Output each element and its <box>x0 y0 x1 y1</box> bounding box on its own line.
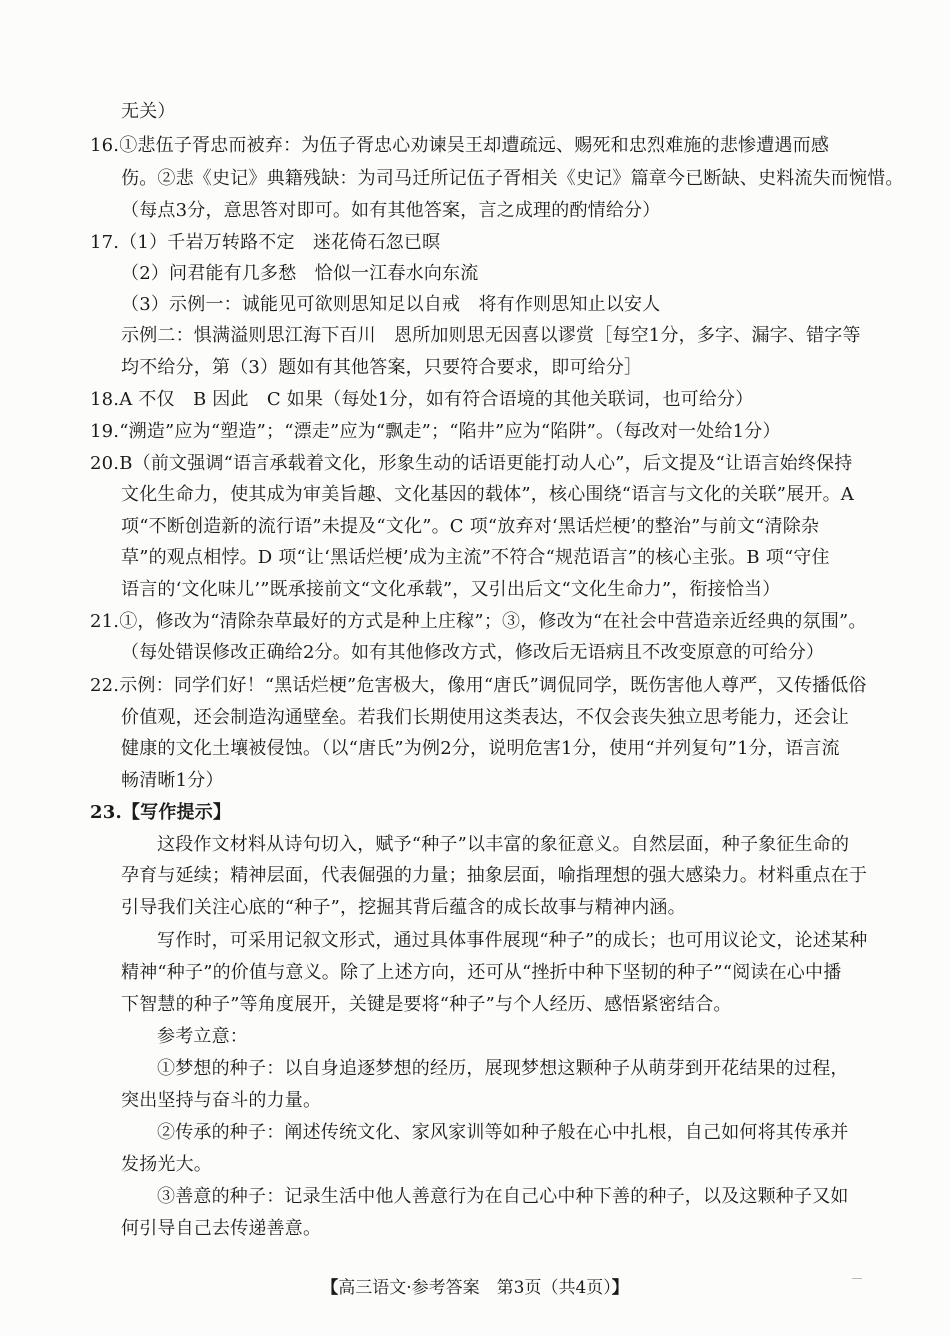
text-line: 项“不断创造新的流行语”未提及“文化”。C 项“放弃对‘黑话烂梗’的整治”与前文“清除杂 <box>121 516 820 537</box>
text-line: 参考立意： <box>157 1026 248 1047</box>
text-line: 孕育与延续；精神层面，代表倔强的力量；抽象层面，喻指理想的强大感染力。材料重点在于 <box>121 865 868 886</box>
page-footer <box>0 1276 950 1300</box>
answer-18: 18.A 不仅 B 因此 C 如果（每处1分，如有符合语境的其他关联词，也可给分） <box>90 389 754 410</box>
text-line: 示例二：惧满溢则思江海下百川 恩所加则思无因喜以谬赏［每空1分，多字、漏字、错字等 <box>121 325 861 346</box>
text-line: 畅清晰1分） <box>121 770 224 791</box>
text-line: 下智慧的种子”等角度展开，关键是要将“种子”与个人经历、感悟紧密结合。 <box>121 994 732 1015</box>
answer-21: 21.①，修改为“清除杂草最好的方式是种上庄稼”；③，修改为“在社会中营造亲近经典的氛围”。 <box>90 611 867 632</box>
text-line: 价值观，还会制造沟通壁垒。若我们长期使用这类表达，不仅会丧失独立思考能力，还会让 <box>121 707 849 728</box>
text-line: 精神“种子”的价值与意义。除了上述方向，还可从“挫折中种下坚韧的种子”“阅读在心中播 <box>121 962 842 983</box>
footer-bracket-close: 】 <box>611 1278 629 1298</box>
text-line: 均不给分，第（3）题如有其他答案，只要符合要求，即可给分］ <box>121 357 643 378</box>
answer-23-heading: 23.【写作提示】 <box>90 802 232 823</box>
text-line: 草”的观点相悖。D 项“让‘黑话烂梗’成为主流”不符合“规范语言”的核心主张。B 项“守住 <box>121 547 830 568</box>
text-line: 引导我们关注心底的“种子”，挖掘其背后蕴含的成长故事与精神内涵。 <box>121 897 686 918</box>
answer-16: 16.①悲伍子胥忠而被弃：为伍子胥忠心劝谏吴王却遭疏远、赐死和忠烈难施的悲惨遭遇而感 <box>90 135 830 156</box>
text-line: 写作时，可采用记叙文形式，通过具体事件展现“种子”的成长；也可用议论文，论述某种 <box>157 930 868 951</box>
footer-bracket-open: 【 <box>321 1278 339 1298</box>
text-line: （2）问君能有几多愁 恰似一江春水向东流 <box>121 263 479 284</box>
text-line: 发扬光大。 <box>121 1154 212 1175</box>
text-line: 文化生命力，使其成为审美旨趣、文化基因的载体”，核心围绕“语言与文化的关联”展开。A <box>121 484 855 505</box>
text-line: 健康的文化土壤被侵蚀。（以“唐氏”为例2分，说明危害1分，使用“并列复句”1分，语言流 <box>121 738 840 759</box>
text-line: 伤。②悲《史记》典籍残缺：为司马迁所记伍子胥相关《史记》篇章今已断缺、史料流失而惋惜。 <box>121 168 904 189</box>
text-line: 突出坚持与奋斗的力量。 <box>121 1090 322 1111</box>
answer-20: 20.B（前文强调“语言承载着文化，形象生动的话语更能打动人心”，后文提及“让语言始终保持 <box>90 453 853 474</box>
text-line: （每点3分，意思答对即可。如有其他答案，言之成理的酌情给分） <box>121 200 661 221</box>
footer-text: 高三语文·参考答案 第3页（共4页） <box>338 1278 612 1298</box>
text-line: ②传承的种子：阐述传统文化、家风家训等如种子般在心中扎根，自己如何将其传承并 <box>157 1122 849 1143</box>
answer-19: 19.“溯造”应为“塑造”；“漂走”应为“飘走”；“陷井”应为“陷阱”。（每改对一处给1分） <box>90 421 781 442</box>
text-line: ①梦想的种子：以自身追逐梦想的经历，展现梦想这颗种子从萌芽到开花结果的过程， <box>157 1058 849 1079</box>
scan-mark <box>852 1278 862 1279</box>
text-line: 语言的‘文化味儿’”既承接前文“文化承载”，又引出后文“文化生命力”，衔接恰当） <box>121 579 781 600</box>
text-line: 无关） <box>121 101 176 122</box>
text-line: （3）示例一：诚能见可欲则思知足以自戒 将有作则思知止以安人 <box>121 294 661 315</box>
text-line: ③善意的种子：记录生活中他人善意行为在自己心中种下善的种子，以及这颗种子又如 <box>157 1186 849 1207</box>
text-line: 何引导自己去传递善意。 <box>121 1218 322 1239</box>
text-line: （每处错误修改正确给2分。如有其他修改方式，修改后无语病且不改变原意的可给分） <box>121 642 825 663</box>
text-line: 这段作文材料从诗句切入，赋予“种子”以丰富的象征意义。自然层面，种子象征生命的 <box>157 834 850 855</box>
answer-17: 17.（1）千岩万转路不定 迷花倚石忽已暝 <box>90 232 441 253</box>
answer-22: 22.示例：同学们好！“黑话烂梗”危害极大，像用“唐氏”调侃同学，既伤害他人尊严，又传播低俗 <box>90 675 867 696</box>
